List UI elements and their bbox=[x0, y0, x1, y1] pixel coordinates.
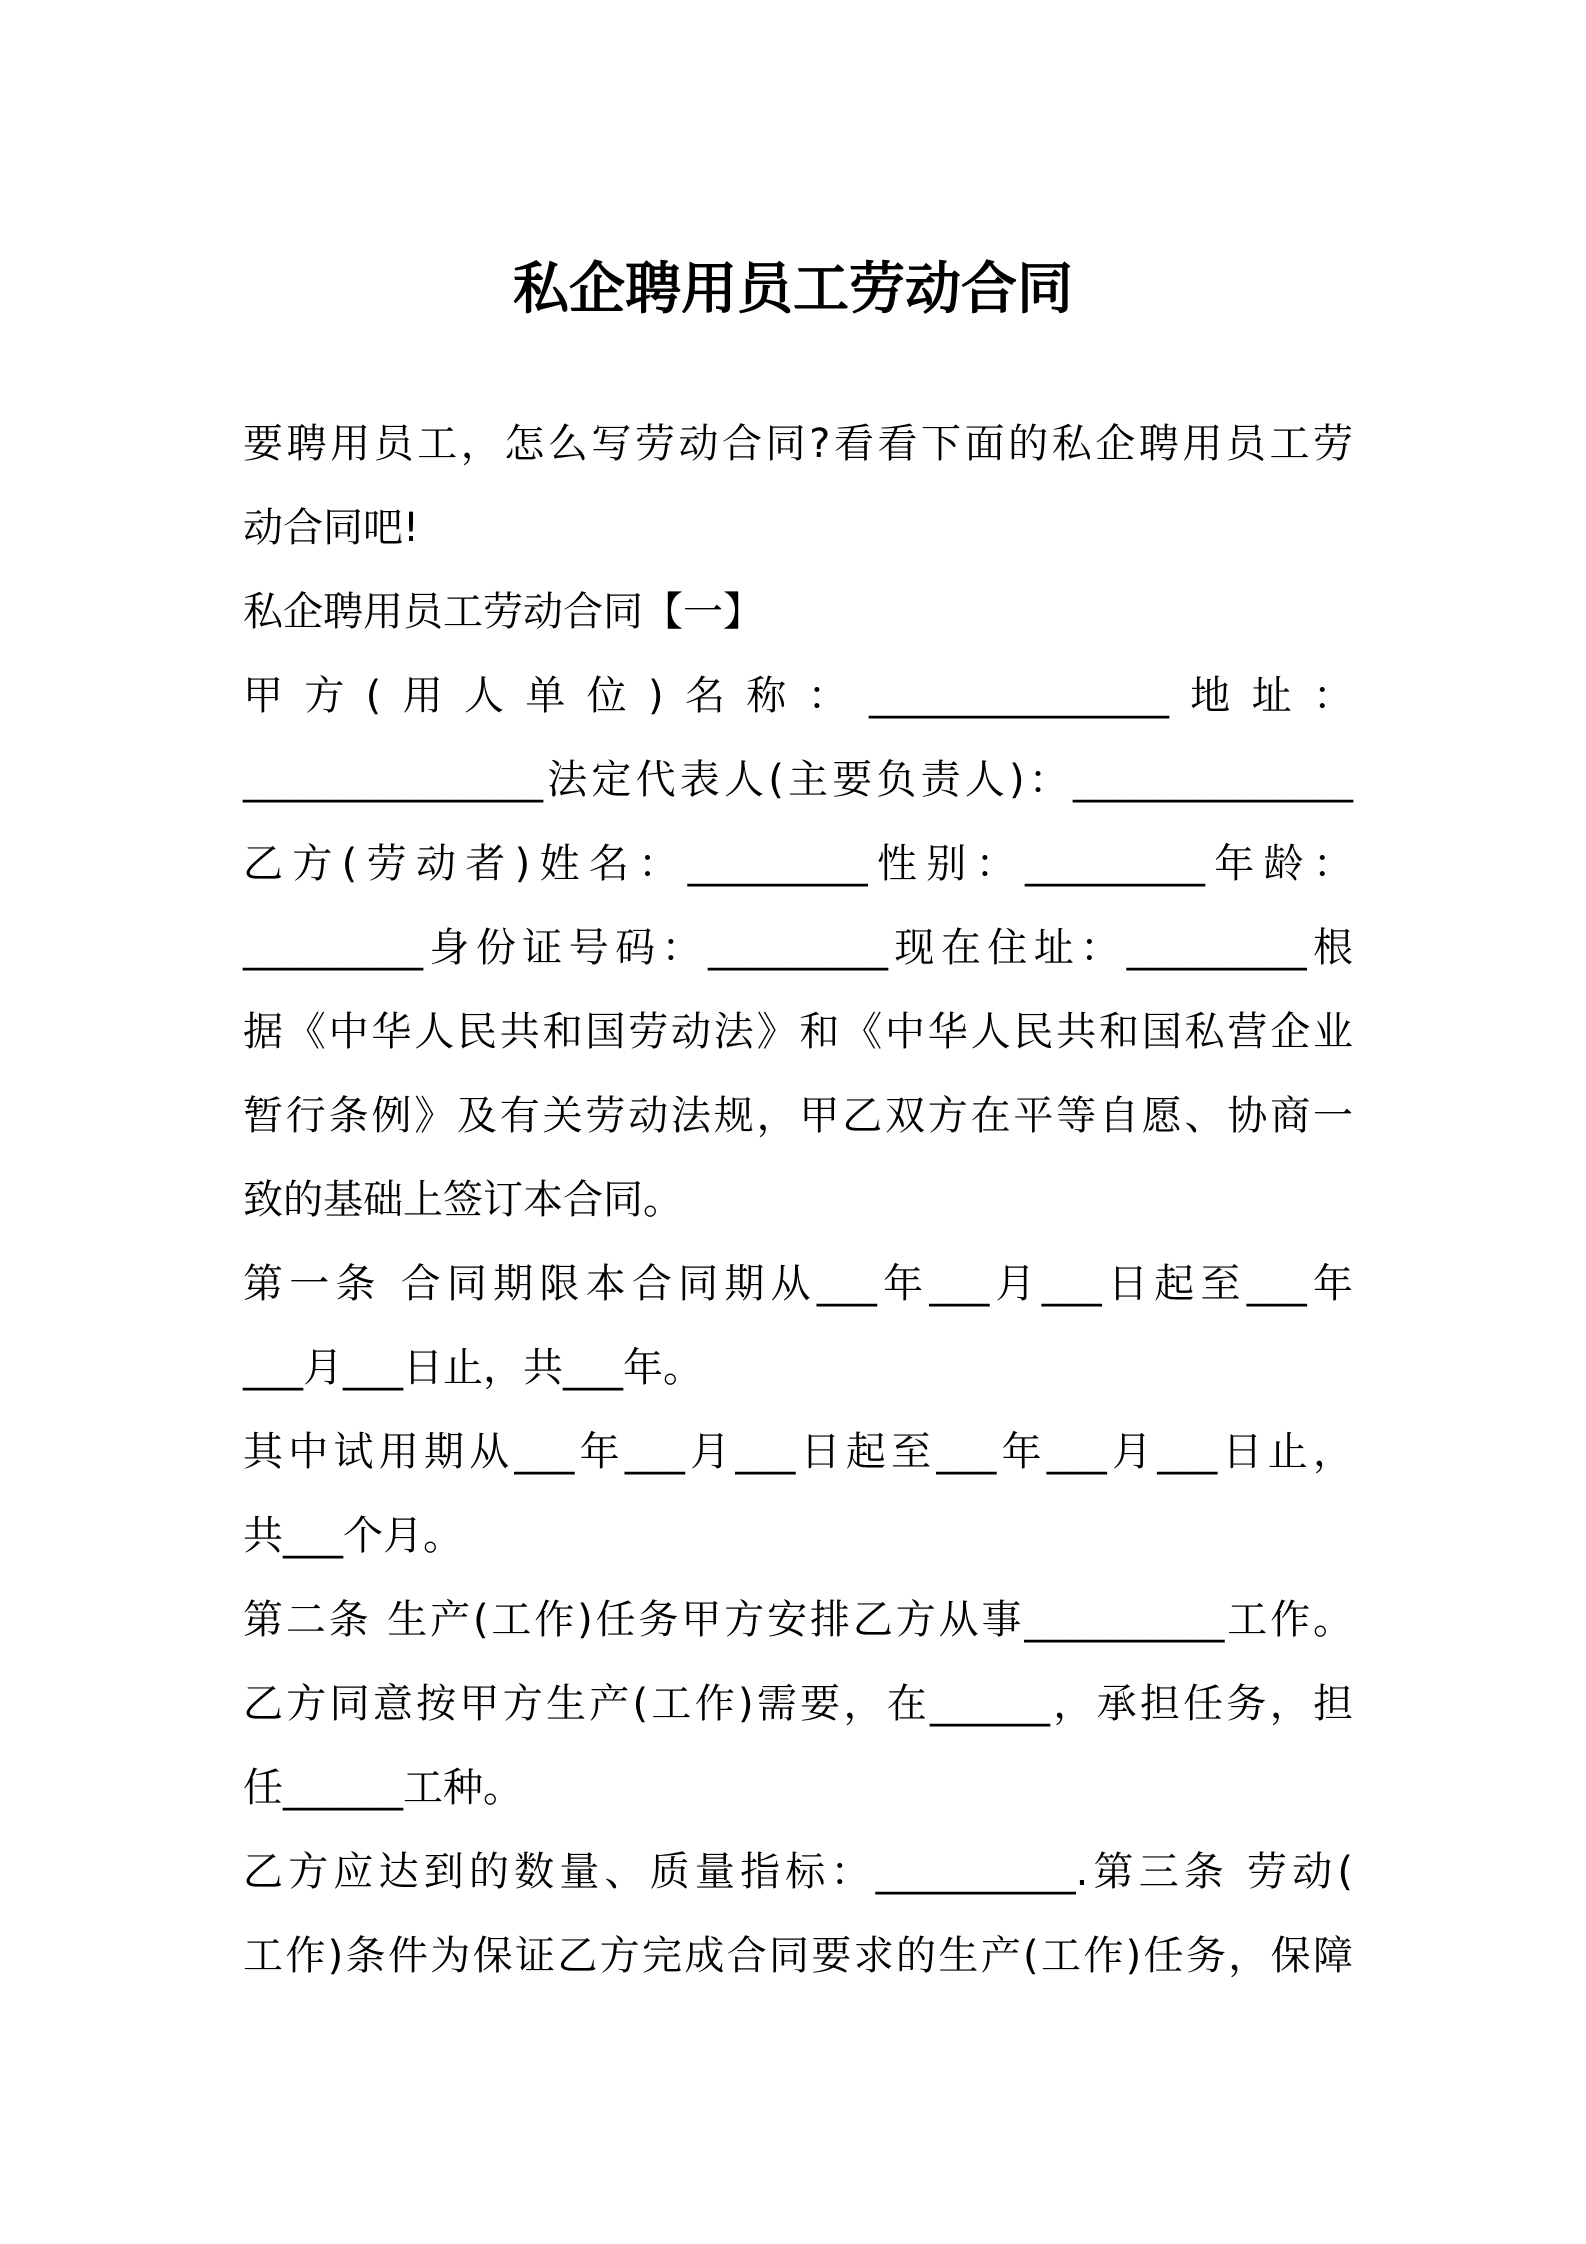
paragraph-line: ___月___日止，共___年。 bbox=[243, 1345, 703, 1391]
article-line: 第二条 生产(工作)任务甲方安排乙方从事__________工作。 bbox=[243, 1597, 1353, 1643]
paragraph-line: 乙方同意按甲方生产(工作)需要，在______，承担任务，担 bbox=[243, 1681, 1353, 1727]
paragraph-line: 任______工种。 bbox=[243, 1765, 523, 1811]
paragraph-line: 乙方(劳动者)姓名：_________性别：_________年龄： bbox=[243, 841, 1353, 887]
paragraph-line: 动合同吧! bbox=[243, 505, 420, 551]
paragraph-line: 共___个月。 bbox=[243, 1513, 463, 1559]
paragraph-line: 甲方(用人单位)名称：_______________地址： bbox=[243, 673, 1353, 719]
paragraph-line: 其中试用期从___年___月___日起至___年___月___日止， bbox=[243, 1429, 1353, 1475]
paragraph-line: 乙方应达到的数量、质量指标：__________.第三条 劳动( bbox=[243, 1849, 1353, 1895]
paragraph-line: 要聘用员工，怎么写劳动合同?看看下面的私企聘用员工劳 bbox=[243, 421, 1353, 467]
paragraph-line: 暂行条例》及有关劳动法规，甲乙双方在平等自愿、协商一 bbox=[243, 1093, 1353, 1139]
paragraph-line: _________身份证号码：_________现在住址：_________根 bbox=[243, 925, 1353, 971]
section-heading: 私企聘用员工劳动合同【一】 bbox=[243, 589, 763, 635]
paragraph-line: _______________法定代表人(主要负责人)：______________ bbox=[243, 757, 1353, 803]
document-body bbox=[243, 402, 1353, 1998]
document-title: 私企聘用员工劳动合同 bbox=[513, 257, 1073, 322]
paragraph-line: 致的基础上签订本合同。 bbox=[243, 1177, 683, 1223]
paragraph-line: 据《中华人民共和国劳动法》和《中华人民共和国私营企业 bbox=[243, 1009, 1353, 1055]
article-line: 第一条 合同期限本合同期从___年___月___日起至___年 bbox=[243, 1261, 1353, 1307]
paragraph-line: 工作)条件为保证乙方完成合同要求的生产(工作)任务，保障 bbox=[243, 1933, 1353, 1979]
